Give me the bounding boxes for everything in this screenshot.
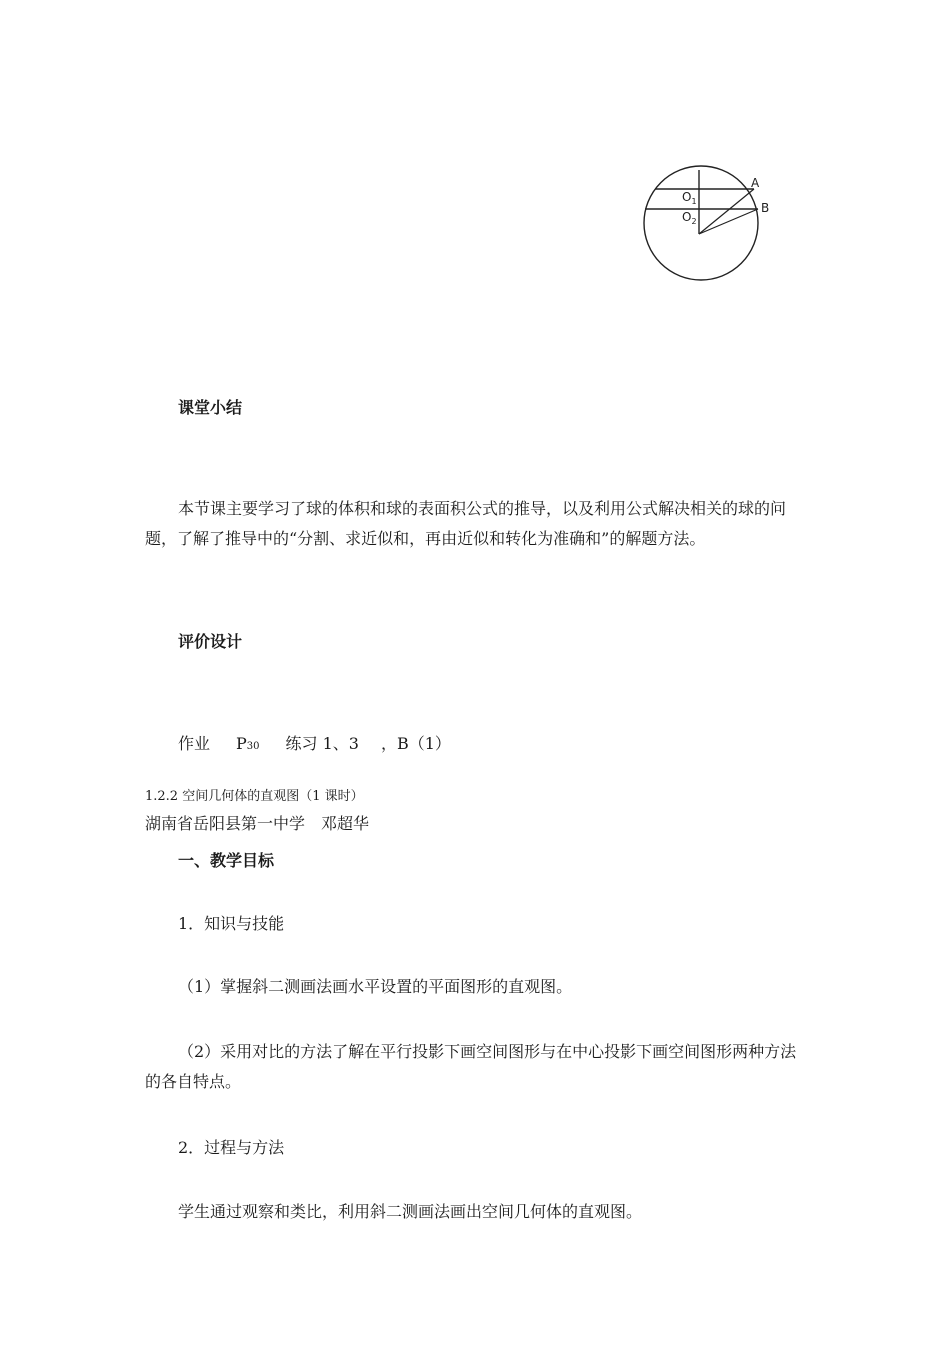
item2-text: 学生通过观察和类比，利用斜二测画法画出空间几何体的直观图。 <box>178 1202 643 1221</box>
label-b: B <box>761 201 770 215</box>
page-ref: P30 <box>236 734 260 753</box>
homework-label: 作业 <box>178 734 211 753</box>
homework-line <box>178 731 451 754</box>
sphere-circle <box>644 166 758 280</box>
item1-title: 1．知识与技能 <box>178 914 285 933</box>
sphere-diagram <box>636 162 786 288</box>
evaluation-heading: 评价设计 <box>178 632 243 651</box>
summary-paragraph: 本节课主要学习了球的体积和球的表面积公式的推导，以及利用公式解决相关的球的问题，了解了推导中的“分割、求近似和，再由近似和转化为准确和”的解题方法。 <box>145 499 787 548</box>
radius-to-a <box>699 189 754 234</box>
lesson-author: 湖南省岳阳县第一中学 邓超华 <box>145 814 370 833</box>
radius-to-b <box>699 209 758 234</box>
lesson-title: 1.2.2 空间几何体的直观图（1 课时） <box>145 789 364 804</box>
section1-heading: 一、教学目标 <box>178 851 275 870</box>
item2-title: 2．过程与方法 <box>178 1138 285 1157</box>
summary-heading: 课堂小结 <box>178 398 243 417</box>
item1-point1: （1）掌握斜二测画法画水平设置的平面图形的直观图。 <box>178 977 573 996</box>
item1-point2: （2）采用对比的方法了解在平行投影下画空间图形与在中心投影下画空间图形两种方法的各自特点。 <box>145 1042 797 1091</box>
label-o2: $O_2$ <box>682 210 697 226</box>
extra-ref: ，B（1） <box>380 734 451 753</box>
label-o1: $O_1$ <box>682 190 697 206</box>
label-a: A <box>751 176 760 190</box>
exercise-ref: 练习 1、3 <box>285 734 359 753</box>
